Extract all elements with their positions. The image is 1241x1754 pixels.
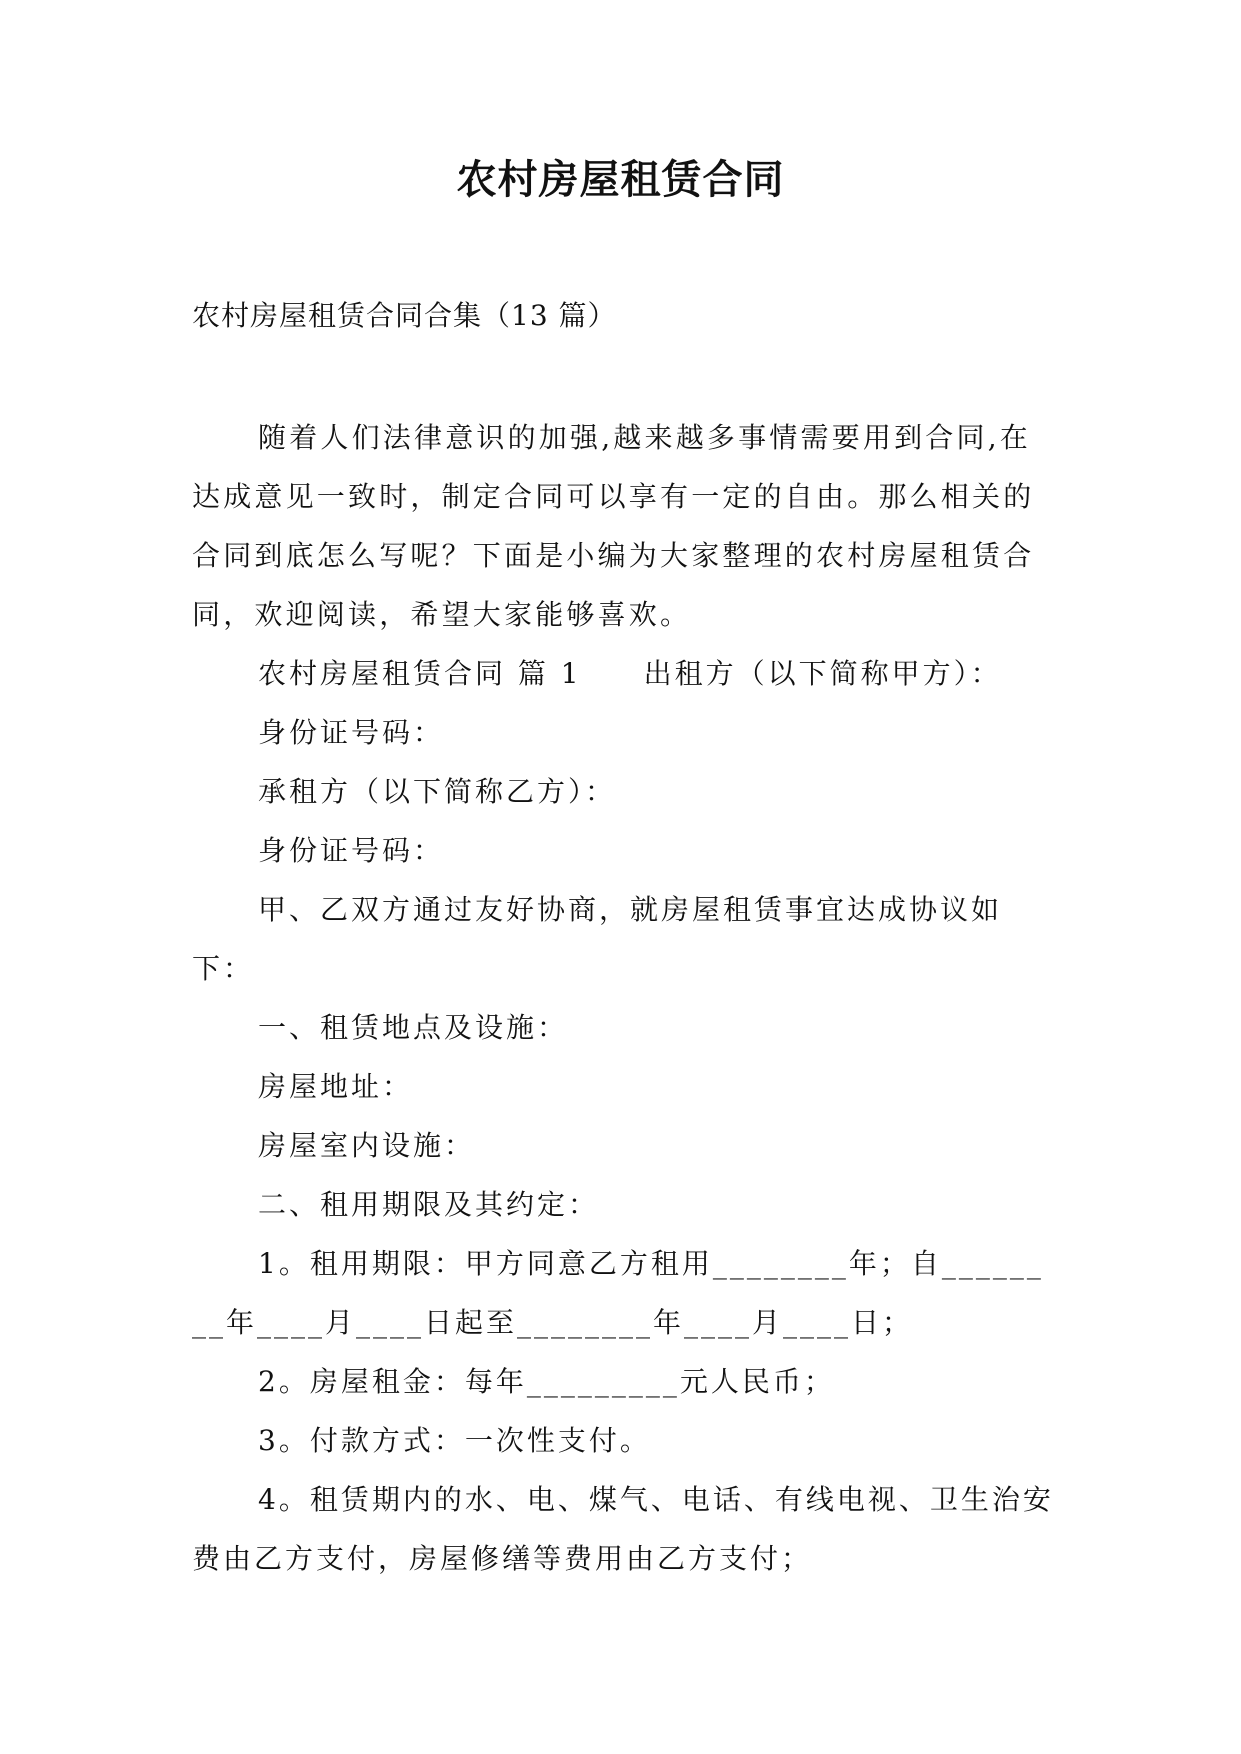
lessee-label-line: 承租方（以下简称乙方）： [258,775,617,808]
item2-paragraph: 2。房屋租金：每年_________元人民币； [258,1365,835,1398]
section-heading-line [192,644,1058,703]
section-heading: 农村房屋租赁合同 篇 1 [258,657,582,690]
house-address-line: 房屋地址： [258,1070,414,1103]
item3-paragraph: 3。付款方式：一次性支付。 [258,1424,651,1457]
document-title: 农村房屋租赁合同 [456,156,785,203]
item4-paragraph: 4。租赁期内的水、电、煤气、电话、有线电视、卫生治安费由乙方支付，房屋修缮等费用由乙方支付； [192,1483,1054,1575]
document-subtitle: 农村房屋租赁合同合集（13 篇） [192,299,617,332]
document-body [192,408,1058,1588]
lessee-id-line: 身份证号码： [258,834,445,867]
clause1-title: 一、租赁地点及设施： [258,1011,569,1044]
item1-paragraph: 1。租用期限：甲方同意乙方租用________年；自________年____月____日起至________年____月____日； [192,1247,1044,1339]
clause2-title: 二、租用期限及其约定： [258,1188,600,1221]
lessor-label: 出租方（以下简称甲方）： [643,657,1002,690]
agreement-paragraph: 甲、乙双方通过友好协商，就房屋租赁事宜达成协议如下： [192,893,1003,985]
intro-paragraph: 随着人们法律意识的加强,越来越多事情需要用到合同,在达成意见一致时，制定合同可以享有一定的自由。那么相关的合同到底怎么写呢？下面是小编为大家整理的农村房屋租赁合同，欢迎阅读，希望大家能够喜欢。 [192,421,1035,631]
lessor-id-line: 身份证号码： [258,716,445,749]
house-facilities-line: 房屋室内设施： [258,1129,476,1162]
